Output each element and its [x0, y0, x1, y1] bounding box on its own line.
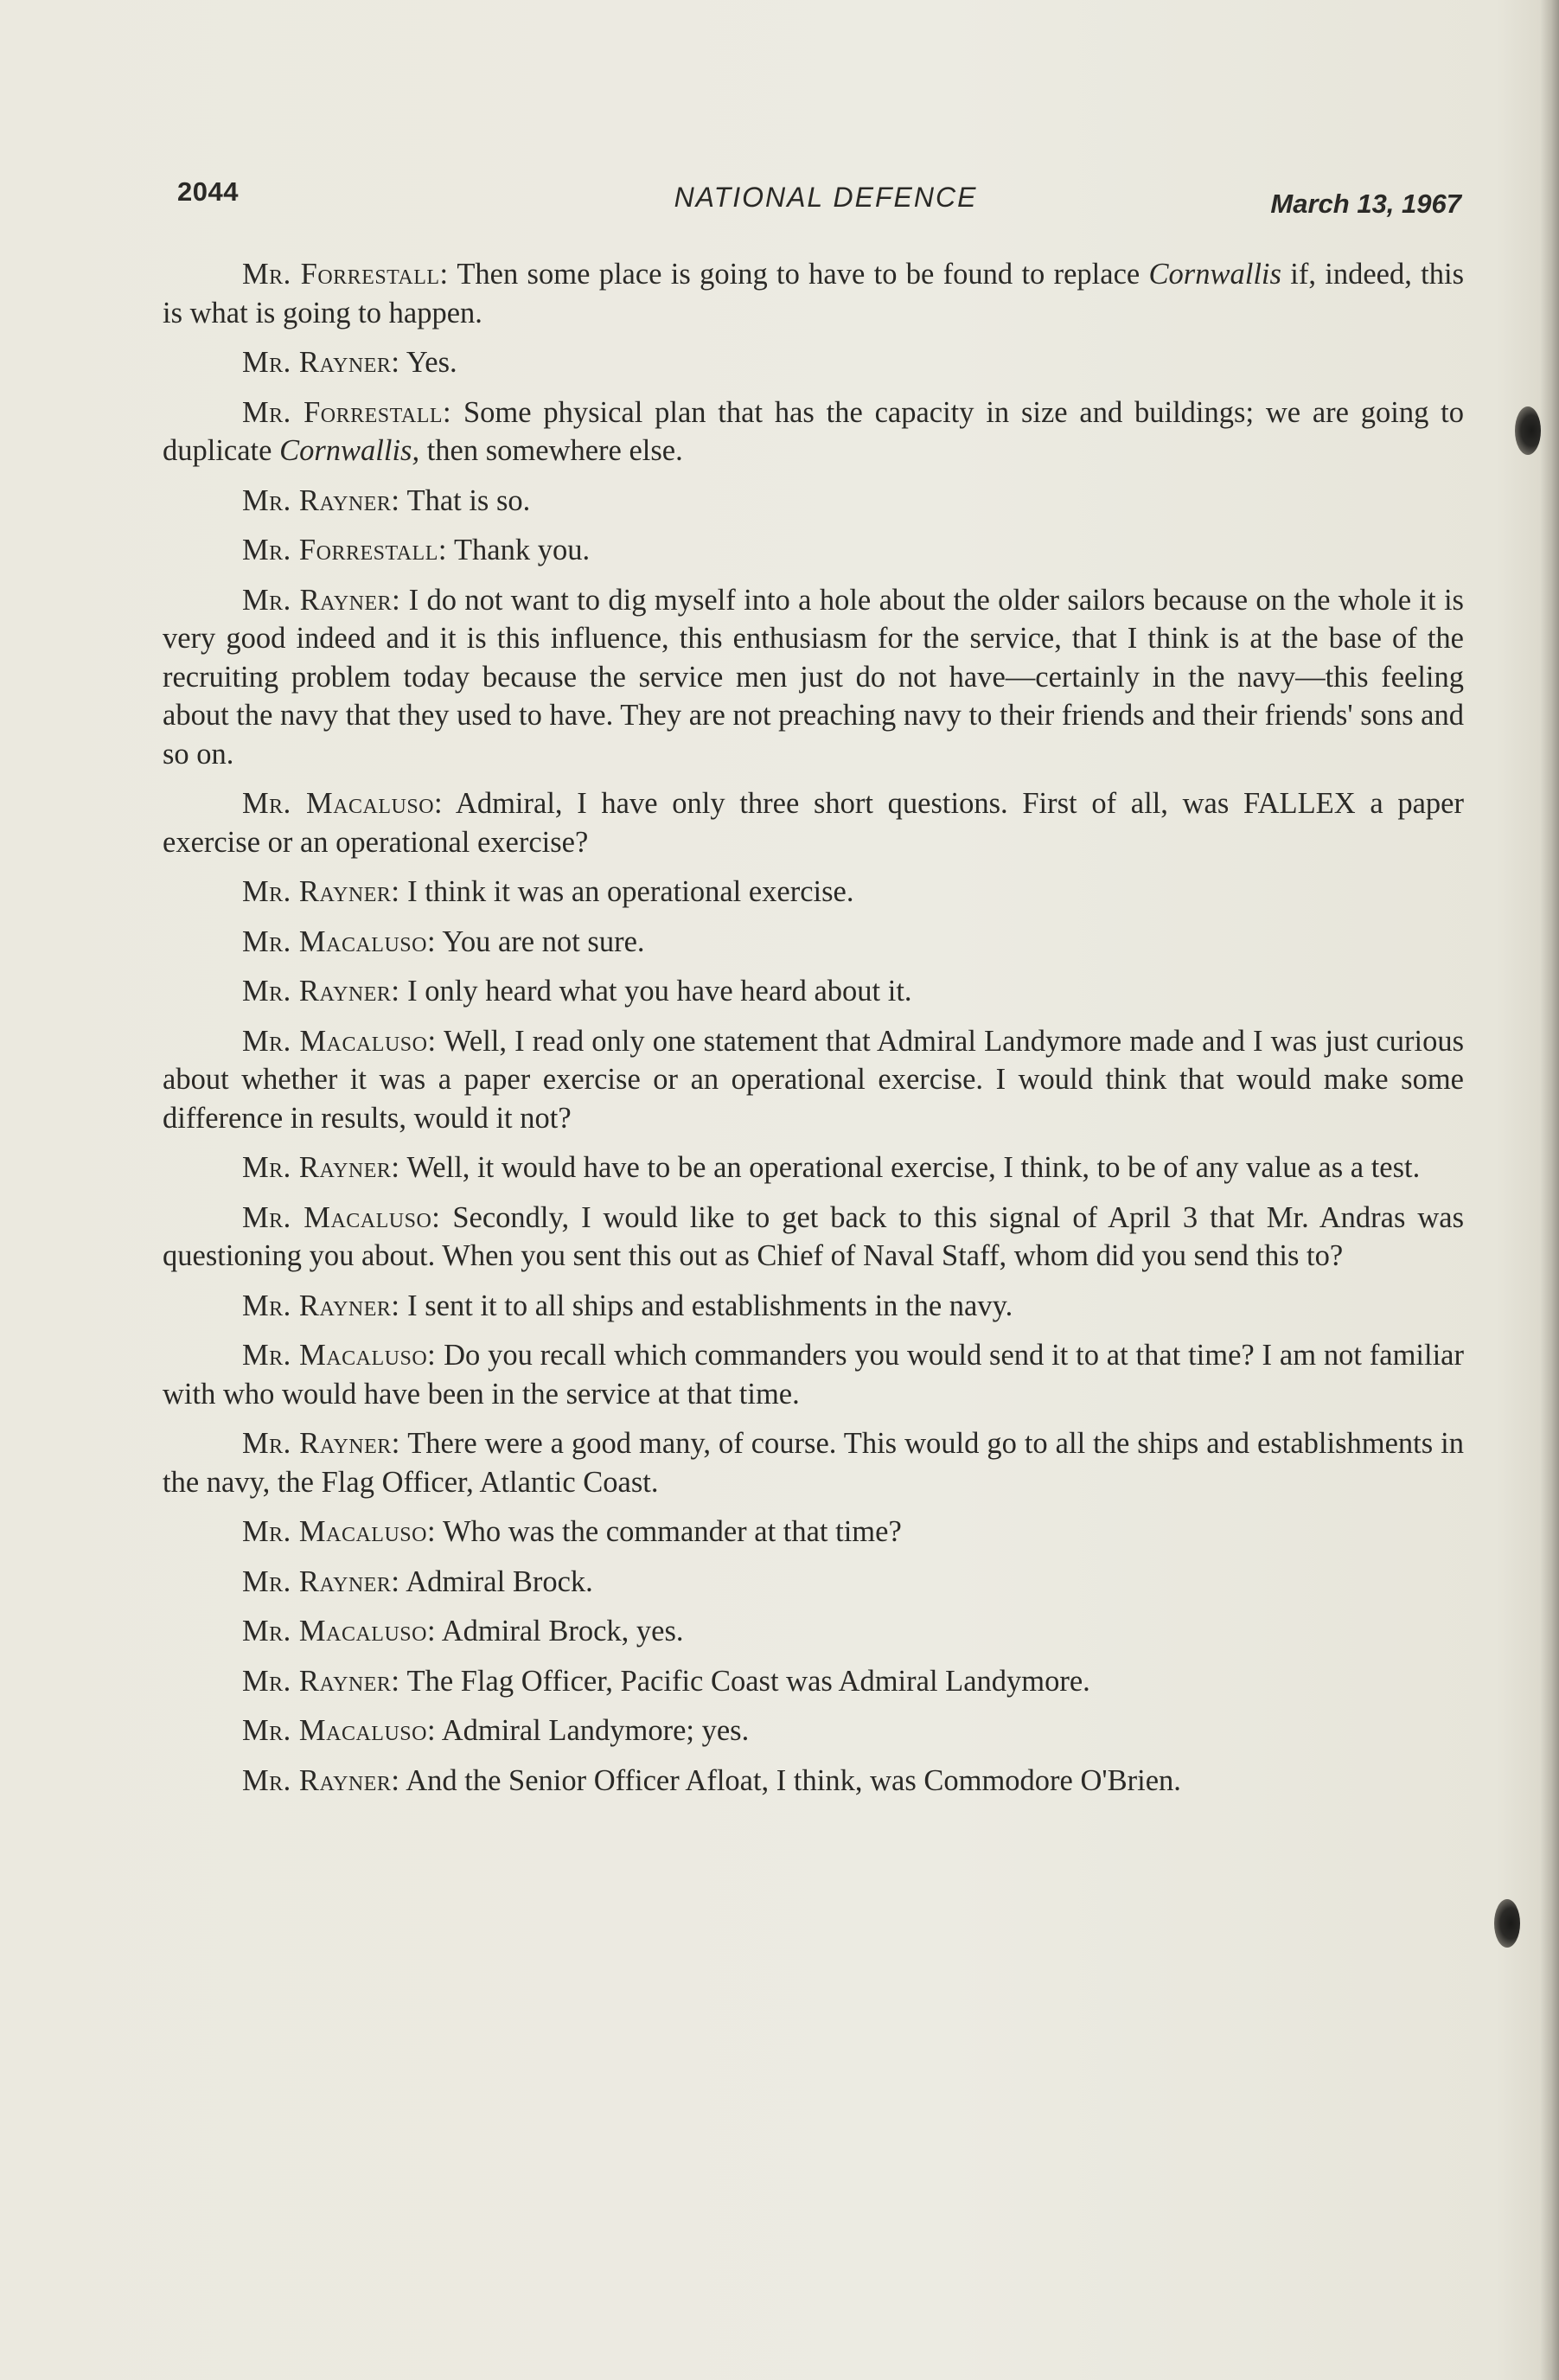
- speaker-name: Mr. Rayner:: [242, 1763, 400, 1797]
- speaker-name: Mr. Rayner:: [242, 1289, 400, 1322]
- speaker-name: Mr. Rayner:: [242, 1427, 400, 1460]
- speaker-name: Mr. Rayner:: [242, 1564, 400, 1598]
- transcript-paragraph: [163, 1612, 1464, 1651]
- transcript-paragraph: [163, 972, 1464, 1011]
- speaker-name: Mr. Macaluso:: [242, 1515, 437, 1548]
- speaker-name: Mr. Rayner:: [242, 346, 400, 379]
- statement-text: Secondly, I would like to get back to this signal of April 3 that Mr. Andras was questioning you about. When you sent this out as Chief of Naval Staff, whom did you send this to?: [163, 1200, 1464, 1272]
- binding-hole-top: [1515, 406, 1541, 455]
- statement-text: I sent it to all ships and establishments in the navy.: [399, 1289, 1013, 1322]
- speaker-name: Mr. Forrestall:: [242, 258, 449, 291]
- statement-text: then somewhere else.: [419, 434, 683, 467]
- speaker-name: Mr. Rayner:: [242, 1151, 400, 1184]
- statement-text: I only heard what you have heard about it.: [399, 975, 912, 1008]
- statement-text: if, indeed, this is what is going to happen.: [163, 258, 1465, 329]
- page-edge-shadow: [1540, 0, 1559, 2380]
- statement-text: You are not sure.: [436, 924, 645, 958]
- transcript-paragraph: [163, 1148, 1464, 1187]
- statement-text: That is so.: [399, 483, 531, 517]
- speaker-name: Mr. Macaluso:: [242, 1200, 441, 1234]
- speaker-name: Mr. Macaluso:: [242, 1615, 437, 1647]
- italic-ship-name: Cornwallis: [1148, 258, 1281, 291]
- statement-text: Well, I read only one statement that Admiral Landymore made and I was just curious about whether it was a paper exercise or an operational exercise. I would think that would make some difference in results, would it not?: [163, 1024, 1464, 1135]
- statement-text: Do you recall which commanders you would send it to at that time? I am not familiar with who would have been in the service at that time.: [163, 1339, 1464, 1411]
- transcript-paragraph: [163, 1563, 1464, 1602]
- statement-text: Admiral Brock.: [399, 1564, 593, 1598]
- transcript-paragraph: [163, 1711, 1464, 1750]
- transcript-paragraph: [163, 1022, 1464, 1138]
- transcript-paragraph: [163, 784, 1464, 861]
- transcript-paragraph: [163, 1336, 1464, 1413]
- statement-text: Admiral Brock, yes.: [436, 1615, 684, 1647]
- page-number: 2044: [177, 176, 239, 207]
- statement-text: The Flag Officer, Pacific Coast was Admiral Landymore.: [399, 1664, 1090, 1698]
- speaker-name: Mr. Macaluso:: [242, 1714, 437, 1747]
- speaker-name: Mr. Rayner:: [242, 483, 400, 517]
- page-header: [177, 170, 1461, 221]
- speaker-name: Mr. Macaluso:: [242, 1339, 437, 1372]
- transcript-body: [163, 255, 1464, 1811]
- transcript-paragraph: [163, 1287, 1464, 1326]
- binding-hole-bottom: [1494, 1899, 1520, 1948]
- statement-text: And the Senior Officer Afloat, I think, was Commodore O'Brien.: [399, 1763, 1181, 1797]
- transcript-paragraph: [163, 581, 1464, 774]
- transcript-paragraph: [163, 1662, 1464, 1701]
- statement-text: Who was the commander at that time?: [436, 1515, 902, 1548]
- statement-text: There were a good many, of course. This would go to all the ships and establishments in the navy, the Flag Officer, Atlantic Coast.: [163, 1427, 1464, 1499]
- transcript-paragraph: [163, 1762, 1464, 1801]
- transcript-paragraph: [163, 482, 1464, 521]
- statement-text: Some physical plan that has the capacity in size and buildings; we are going to duplicate: [163, 395, 1465, 467]
- statement-text: I think it was an operational exercise.: [399, 875, 854, 908]
- statement-text: Well, it would have to be an operational exercise, I think, to be of any value as a test.: [399, 1151, 1421, 1184]
- speaker-name: Mr. Rayner:: [242, 583, 401, 617]
- header-date: March 13, 1967: [1270, 189, 1461, 219]
- statement-text: Admiral, I have only three short questions. First of all, was FALLEX a paper exercise or an operational exercise?: [163, 787, 1464, 859]
- speaker-name: Mr. Macaluso:: [242, 924, 437, 958]
- speaker-name: Mr. Forrestall:: [242, 395, 452, 429]
- speaker-name: Mr. Macaluso:: [242, 787, 444, 820]
- transcript-paragraph: [163, 343, 1464, 382]
- statement-text: Thank you.: [446, 534, 591, 566]
- transcript-paragraph: [163, 873, 1464, 912]
- italic-ship-name: Cornwallis,: [279, 434, 420, 467]
- transcript-paragraph: [163, 1199, 1464, 1276]
- transcript-paragraph: [163, 255, 1464, 332]
- speaker-name: Mr. Macaluso:: [242, 1024, 437, 1058]
- statement-text: Admiral Landymore; yes.: [436, 1714, 750, 1747]
- running-title: NATIONAL DEFENCE: [674, 182, 978, 213]
- transcript-paragraph: [163, 1424, 1464, 1501]
- statement-text: Yes.: [399, 346, 457, 379]
- statement-text: I do not want to dig myself into a hole about the older sailors because on the whole it is very good indeed and it is this influence, this enthusiasm for the service, that I think is at the base of the recruiting problem today because the service men just do not have—certainly in the navy—this feeling about the navy that they used to have. They are not preaching navy to their friends and their friends' sons and so on.: [163, 583, 1464, 771]
- statement-text: Then some place is going to have to be found to replace: [448, 258, 1149, 291]
- speaker-name: Mr. Rayner:: [242, 975, 400, 1008]
- speaker-name: Mr. Rayner:: [242, 1664, 400, 1698]
- transcript-paragraph: [163, 531, 1464, 570]
- transcript-paragraph: [163, 393, 1464, 470]
- speaker-name: Mr. Forrestall:: [242, 534, 447, 566]
- transcript-paragraph: [163, 1513, 1464, 1551]
- speaker-name: Mr. Rayner:: [242, 875, 400, 908]
- transcript-paragraph: [163, 923, 1464, 962]
